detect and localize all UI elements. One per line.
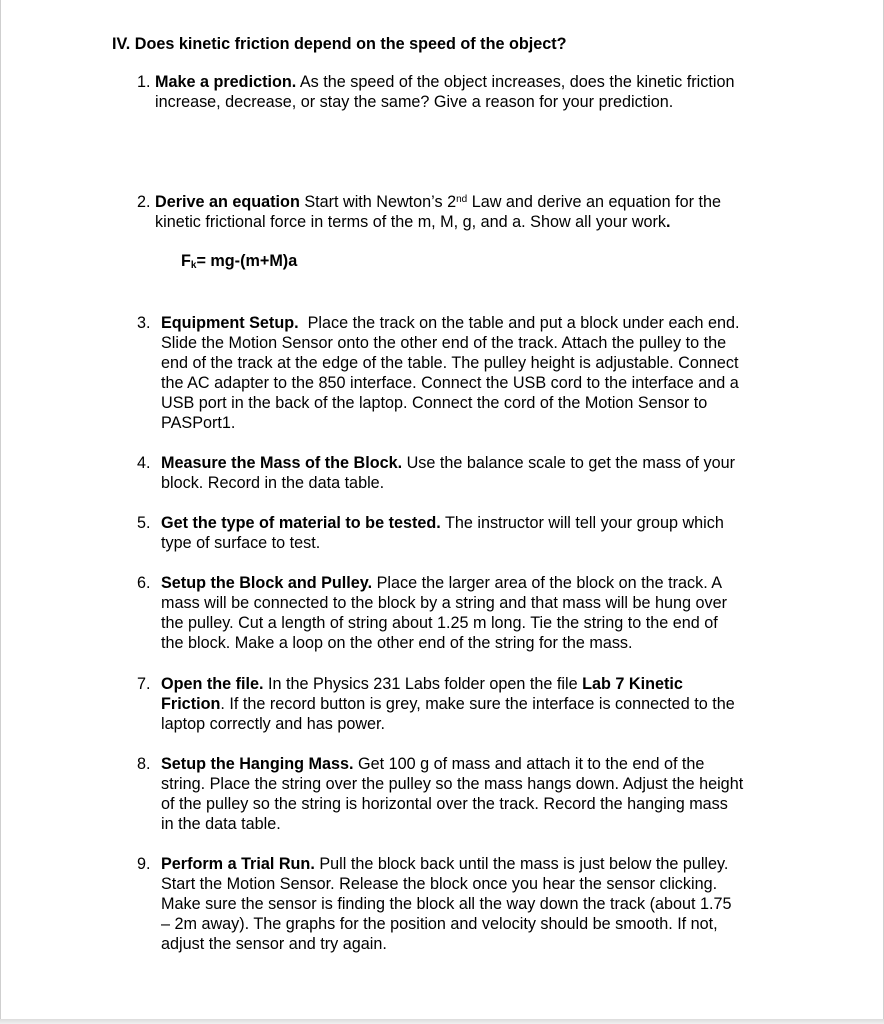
item-text: block. Record in the data table. [161, 474, 385, 492]
item-text: the block. Make a loop on the other end of the string for the mass. [161, 634, 633, 652]
item-number: 4. [137, 454, 151, 472]
item-title: Get the type of material to be tested. [161, 514, 441, 532]
item-text: end of the track at the edge of the table. The pulley height is adjustable. Connect [161, 354, 739, 372]
item-title: Setup the Block and Pulley. [161, 574, 373, 592]
section-heading: IV. Does kinetic friction depend on the speed of the object? [112, 35, 567, 53]
item-text: of the pulley so the string is horizontal over the track. Record the hanging mass [161, 795, 728, 813]
item-text: Make sure the sensor is finding the block all the way down the track (about 1.75 [161, 895, 732, 913]
item-title: Make a prediction. [155, 73, 297, 91]
item-text: string. Place the string over the pulley so the mass hangs down. Adjust the height [161, 775, 744, 793]
item-text: the AC adapter to the 850 interface. Connect the USB cord to the interface and a [161, 374, 739, 392]
item-text: Place the track on the table and put a block under each end. [298, 314, 740, 332]
item-text: mass will be connected to the block by a string and that mass will be hung over [161, 594, 727, 612]
item-text: PASPort1. [161, 414, 236, 432]
item-text: . If the record button is grey, make sure the interface is connected to the [220, 695, 735, 713]
item-text: Law and derive an equation for the [467, 193, 721, 211]
equation-rhs: = mg-(m+M)a [196, 252, 298, 270]
equation-subscript: k [190, 260, 197, 271]
file-name: Friction [161, 695, 221, 713]
item-text: USB port in the back of the laptop. Connect the cord of the Motion Sensor to [161, 394, 708, 412]
equation-symbol: F [181, 252, 191, 270]
item-text: . [666, 213, 671, 231]
file-name: Lab 7 Kinetic [582, 675, 683, 693]
item-text: in the data table. [161, 815, 281, 833]
item-number: 8. [137, 755, 151, 773]
item-number: 7. [137, 675, 151, 693]
page-bottom-edge [0, 1019, 884, 1024]
item-text: – 2m away). The graphs for the position and velocity should be smooth. If not, [161, 915, 718, 933]
item-text: Place the larger area of the block on the track. A [372, 574, 723, 592]
item-text: In the Physics 231 Labs folder open the file [263, 675, 583, 693]
item-number: 2. [137, 193, 151, 211]
item-text: kinetic frictional force in terms of the m, M, g, and a. Show all your work [155, 213, 667, 231]
item-title: Setup the Hanging Mass. [161, 755, 354, 773]
item-text: the pulley. Cut a length of string about 1.25 m long. Tie the string to the end of [161, 614, 718, 632]
item-text: Start the Motion Sensor. Release the block once you hear the sensor clicking. [161, 875, 718, 893]
item-number: 6. [137, 574, 151, 592]
item-text: Start with Newton’s 2 [299, 193, 457, 211]
item-text: Slide the Motion Sensor onto the other end of the track. Attach the pulley to the [161, 334, 727, 352]
item-text: The instructor will tell your group which [440, 514, 724, 532]
item-text: Use the balance scale to get the mass of your [402, 454, 736, 472]
item-number: 5. [137, 514, 151, 532]
item-text: As the speed of the object increases, does the kinetic friction [296, 73, 735, 91]
item-title: Perform a Trial Run. [161, 855, 315, 873]
superscript: nd [456, 194, 468, 205]
item-number: 9. [137, 855, 151, 873]
item-text: increase, decrease, or stay the same? Give a reason for your prediction. [155, 93, 674, 111]
item-title: Equipment Setup. [161, 314, 299, 332]
item-title: Derive an equation [155, 193, 300, 211]
item-number: 3. [137, 314, 151, 332]
item-text: type of surface to test. [161, 534, 321, 552]
friction-equation [181, 252, 297, 271]
item-text: adjust the sensor and try again. [161, 935, 387, 953]
item-text: Pull the block back until the mass is just below the pulley. [314, 855, 729, 873]
item-title: Measure the Mass of the Block. [161, 454, 403, 472]
item-title: Open the file. [161, 675, 264, 693]
item-text: laptop correctly and has power. [161, 715, 386, 733]
item-text: Get 100 g of mass and attach it to the end of the [353, 755, 705, 773]
item-number: 1. [137, 73, 151, 91]
